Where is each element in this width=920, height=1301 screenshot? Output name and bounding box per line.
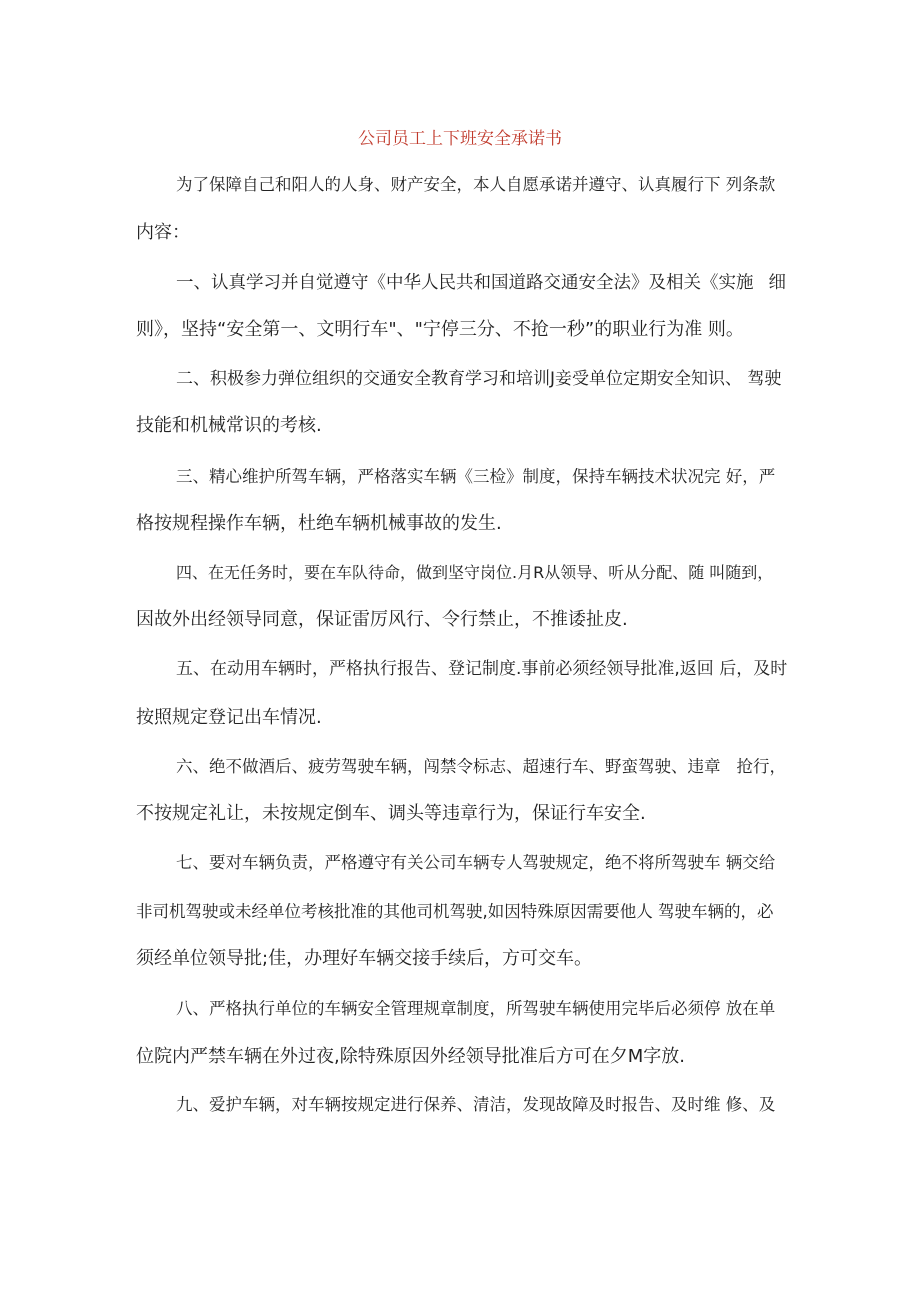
clause-6-line-1	[176, 752, 786, 782]
intro-line-2: 内容：	[136, 222, 190, 243]
intro-line-1: 为了保障自己和阳人的人身、财产安全，本人自愿承诺并遵守、认真履行下 列条款	[176, 175, 776, 194]
clause-7-line-3: 须经单位领导批;佳，办理好车辆交接手续后，方可交车。	[136, 948, 593, 969]
clause-1-line-1-tail: 细	[768, 273, 786, 293]
clause-7-line-2: 非司机驾驶或未经单位考核批准的其他司机驾驶,如因特殊原因需要他人 驾驶车辆的，必	[136, 902, 774, 921]
clause-7-line-1: 七、要对车辆负责，严格遵守有关公司车辆专人驾驶规定，绝不将所驾驶车 辆交给	[176, 853, 776, 872]
clause-3-line-1: 三、精心维护所驾车辆，严格落实车辆《三检》制度，保持车辆技术状况完 好，严	[176, 467, 776, 486]
clause-4-line-1: 四、在无任务时，要在车队待命，做到坚守岗位.月R从领导、听从分配、随 叫随到，	[176, 563, 774, 582]
clause-1-line-1	[176, 268, 786, 298]
clause-2-line-1: 二、积极参力弹位组织的交通安全教育学习和培训J妾受单位定期安全知识、 驾驶	[176, 369, 782, 389]
clause-4-line-2: 因故外出经领导同意，保证雷厉风行、令行禁止，不推诿扯皮.	[136, 609, 628, 630]
clause-9-line-1: 九、爱护车辆，对车辆按规定进行保养、清洁，发现故障及时报告、及时维 修、及	[176, 1095, 776, 1114]
clause-6-line-1-tail: 抢行，	[736, 757, 786, 776]
clause-1-line-1-text: 一、认真学习并自觉遵守《中华人民共和国道路交通安全法》及相关《实施	[176, 273, 754, 293]
clause-1-line-2: 则》，坚持“安全第一、文明行车"、"宁停三分、不抢一秒”的职业行为准 则。	[136, 319, 744, 340]
document-title: 公司员工上下班安全承诺书	[358, 129, 562, 149]
clause-8-line-1: 八、严格执行单位的车辆安全管理规章制度，所驾驶车辆使用完毕后必须停 放在单	[176, 999, 776, 1018]
clause-6-line-2: 不按规定礼让，未按规定倒车、调头等违章行为，保证行车安全.	[136, 803, 646, 824]
clause-8-line-2: 位院内严禁车辆在外过夜,除特殊原因外经领导批准后方可在夕M字放.	[136, 1046, 685, 1067]
clause-6-line-1-text: 六、绝不做酒后、疲劳驾驶车辆，闯禁令标志、超速行车、野蛮驾驶、违章	[176, 757, 721, 776]
clause-5-line-2: 按照规定登记出车情况.	[136, 707, 322, 728]
clause-3-line-2: 格按规程操作车辆，杜绝车辆机械事故的发生.	[136, 513, 502, 534]
clause-5-line-1: 五、在动用车辆时，严格执行报告、登记制度.事前必须经领导批准,返回 后，及时	[176, 659, 788, 679]
clause-2-line-2: 技能和机械常识的考核.	[136, 415, 322, 436]
